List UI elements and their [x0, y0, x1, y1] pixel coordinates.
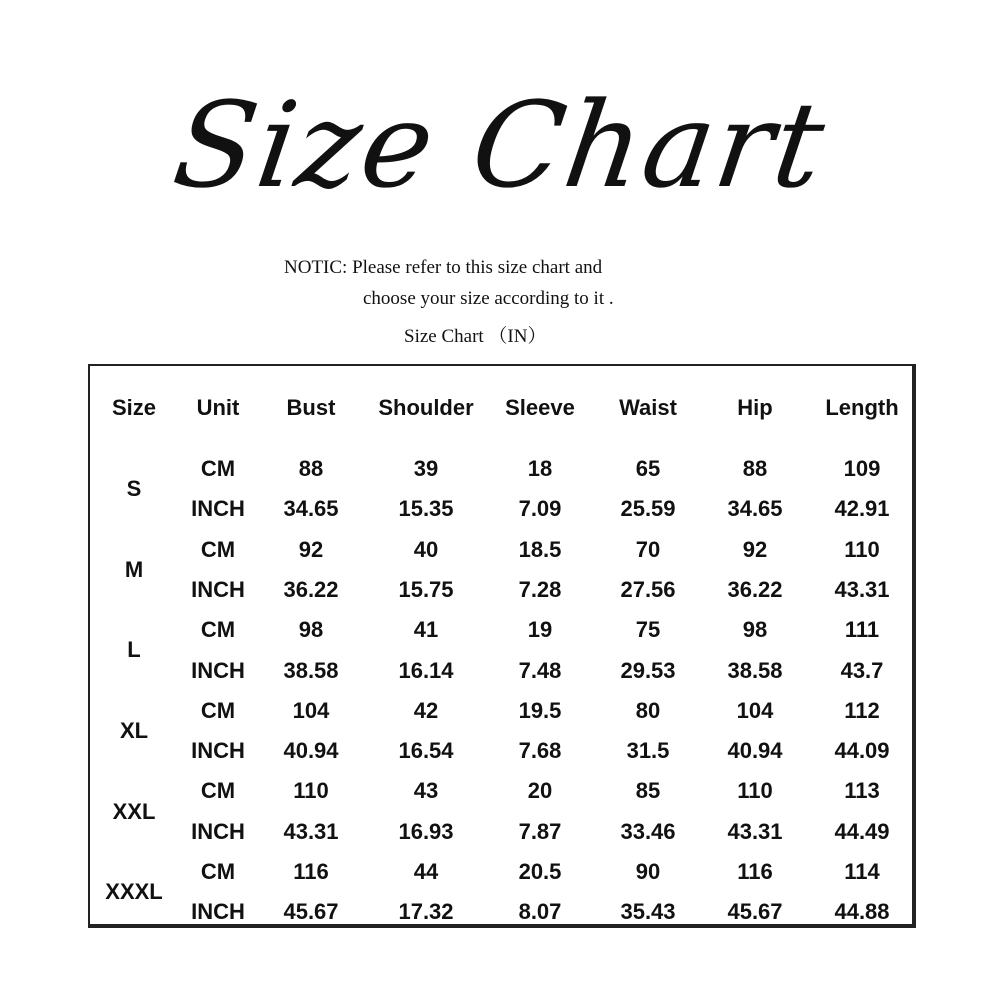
size-label: XL	[119, 717, 149, 743]
table-cell: 43.31	[283, 818, 339, 844]
table-cell: 40.94	[283, 738, 339, 764]
unit-label: INCH	[191, 738, 245, 764]
table-cell: 109	[843, 456, 881, 481]
table-cell: 40	[413, 536, 439, 562]
table-cell: 98	[742, 617, 768, 643]
table-cell: 18	[527, 456, 553, 481]
table-cell: 98	[298, 617, 324, 643]
table-cell: 16.14	[398, 657, 454, 683]
table-cell: 38.58	[727, 657, 783, 683]
unit-label: INCH	[191, 496, 245, 522]
table-cell: 7.28	[518, 576, 562, 602]
column-header: Bust	[286, 395, 336, 420]
table-cell: 8.07	[518, 899, 562, 925]
unit-label: CM	[200, 456, 236, 481]
table-cell: 20	[527, 778, 553, 804]
table-cell: 85	[635, 778, 661, 804]
table-cell: 19.5	[518, 697, 562, 723]
table-cell: 31.5	[626, 738, 670, 764]
table-cell: 113	[844, 778, 880, 804]
table-cell: 110	[737, 778, 773, 804]
table-cell: 116	[737, 859, 773, 884]
size-label: XXL	[112, 798, 156, 824]
table-cell: 42	[413, 697, 439, 723]
table-cell: 65	[635, 456, 661, 481]
page-title: Size Chart	[166, 76, 834, 214]
table-cell: 35.43	[620, 899, 676, 925]
table-cell: 15.35	[398, 496, 454, 522]
table-cell: 7.09	[518, 496, 562, 522]
column-header: Waist	[619, 395, 677, 420]
unit-label: CM	[200, 536, 236, 562]
table-cell: 7.68	[518, 738, 562, 764]
unit-label: CM	[200, 778, 236, 804]
table-cell: 27.56	[620, 576, 676, 602]
table-cell: 38.58	[283, 657, 339, 683]
table-cell: 88	[742, 456, 768, 481]
table-cell: 20.5	[518, 859, 562, 884]
column-header: Size	[111, 395, 157, 420]
table-cell: 15.75	[398, 576, 454, 602]
table-cell: 44.09	[834, 738, 890, 764]
table-cell: 43.7	[840, 657, 884, 683]
notice-line-2: choose your size according to it .	[363, 288, 614, 309]
table-cell: 7.87	[518, 818, 562, 844]
unit-label: INCH	[191, 899, 245, 925]
table-cell: 44	[413, 859, 439, 884]
table-cell: 112	[844, 697, 880, 723]
column-header: Length	[825, 395, 899, 420]
unit-label: CM	[200, 617, 236, 643]
table-cell: 45.67	[727, 899, 783, 925]
table-cell: 18.5	[518, 536, 562, 562]
table-cell: 40.94	[727, 738, 783, 764]
unit-label: CM	[200, 859, 236, 884]
size-label: XXXL	[105, 879, 163, 905]
table-cell: 90	[635, 859, 661, 884]
table-cell: 36.22	[727, 576, 783, 602]
unit-label: INCH	[191, 576, 245, 602]
table-cell: 92	[742, 536, 768, 562]
unit-label: INCH	[191, 818, 245, 844]
size-label: S	[126, 476, 142, 502]
unit-label: INCH	[191, 657, 245, 683]
table-cell: 104	[736, 697, 774, 723]
table-cell: 45.67	[283, 899, 339, 925]
table-cell: 16.93	[398, 818, 454, 844]
table-cell: 42.91	[834, 496, 890, 522]
column-header: Sleeve	[505, 395, 575, 420]
table-cell: 16.54	[398, 738, 454, 764]
column-header: Hip	[737, 395, 773, 420]
table-cell: 19	[527, 617, 553, 643]
table-cell: 44.49	[834, 818, 890, 844]
table-cell: 34.65	[727, 496, 783, 522]
table-cell: 41	[413, 617, 439, 643]
size-table	[88, 364, 916, 928]
table-cell: 43.31	[834, 576, 890, 602]
table-cell: 80	[635, 697, 661, 723]
table-cell: 17.32	[398, 899, 454, 925]
column-header: Shoulder	[378, 395, 474, 420]
table-cell: 43	[413, 778, 439, 804]
table-cell: 75	[635, 617, 661, 643]
table-cell: 7.48	[518, 657, 562, 683]
table-cell: 44.88	[834, 899, 890, 925]
column-header: Unit	[196, 395, 240, 420]
table-cell: 25.59	[620, 496, 676, 522]
table-cell: 36.22	[283, 576, 339, 602]
table-cell: 29.53	[620, 657, 676, 683]
table-cell: 92	[298, 536, 324, 562]
unit-label: CM	[200, 697, 236, 723]
size-label: L	[127, 637, 141, 663]
notice-line-1: NOTIC: Please refer to this size chart and	[284, 257, 603, 278]
table-cell: 116	[293, 859, 329, 884]
notice-line-3: Size Chart （IN）	[404, 326, 547, 347]
table-cell: 88	[298, 456, 324, 481]
table-cell: 43.31	[727, 818, 783, 844]
table-cell: 39	[413, 456, 439, 481]
table-cell: 110	[293, 778, 329, 804]
table-cell: 110	[844, 536, 880, 562]
table-cell: 34.65	[283, 496, 339, 522]
table-cell: 111	[844, 617, 880, 643]
table-cell: 104	[292, 697, 330, 723]
size-label: M	[124, 556, 144, 582]
table-cell: 114	[844, 859, 880, 884]
table-cell: 33.46	[620, 818, 676, 844]
table-cell: 70	[635, 536, 661, 562]
